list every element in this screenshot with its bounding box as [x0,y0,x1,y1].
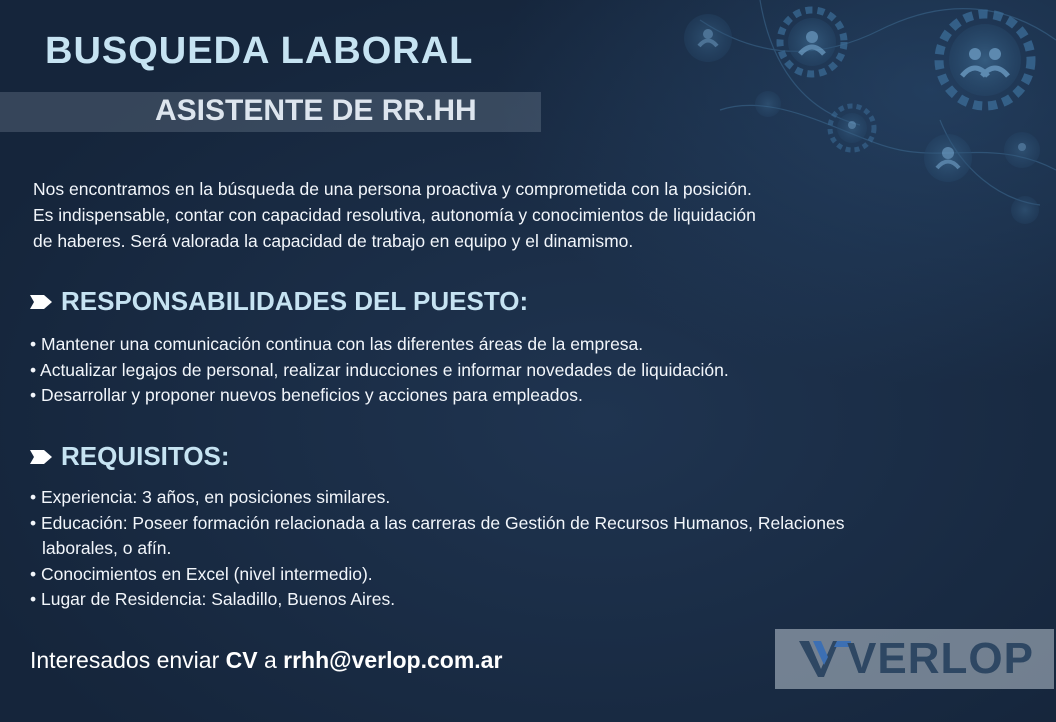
arrow-right-icon [30,295,52,309]
intro-paragraph [33,176,933,254]
gear-people-icon [1011,196,1039,224]
contact-line [30,647,502,674]
list-item: • Experiencia: 3 años, en posiciones similares. [30,487,391,507]
page-title: BUSQUEDA LABORAL [45,30,474,72]
list-item: • Desarrollar y proponer nuevos beneficios y acciones para empleados. [30,385,583,405]
requirements-list [30,485,922,613]
verlop-logo [775,629,1054,689]
gear-people-icon [1004,132,1040,168]
gear-people-icon [939,14,1031,106]
list-item: • Educación: Poseer formación relacionada a las carreras de Gestión de Recursos Humanos, Relaciones laborales, o afín. [30,512,845,558]
section-title: REQUISITOS: [61,441,230,471]
contact-cv: CV [225,647,258,673]
verlop-logo-mark-icon [797,639,853,679]
intro-line: Es indispensable, contar con capacidad resolutiva, autonomía y conocimientos de liquidación [33,205,756,225]
gear-people-icon [924,134,972,182]
list-item: • Mantener una comunicación continua con las diferentes áreas de la empresa. [30,334,644,354]
arrow-right-icon [30,450,52,464]
gear-people-icon [684,14,732,62]
gear-people-icon [780,10,844,74]
gear-people-icon [830,106,874,150]
list-item: • Lugar de Residencia: Saladillo, Buenos Aires. [30,589,396,609]
contact-email[interactable]: rrhh@verlop.com.ar [283,647,503,673]
responsibilities-list [30,332,729,409]
job-position-subtitle: ASISTENTE DE RR.HH [155,94,477,127]
logo-text: VERLOP [847,634,1034,683]
contact-prefix: Interesados enviar [30,647,226,673]
intro-line: de haberes. Será valorada la capacidad de trabajo en equipo y el dinamismo. [33,231,634,251]
intro-line: Nos encontramos en la búsqueda de una persona proactiva y comprometida con la posición. [33,179,752,199]
contact-middle: a [257,647,284,673]
responsibilities-heading [30,286,528,317]
section-title: RESPONSABILIDADES DEL PUESTO: [61,286,529,316]
list-item: • Conocimientos en Excel (nivel intermedio). [30,563,373,584]
requirements-heading [30,441,230,472]
gear-people-icon [755,91,781,117]
list-item: • Actualizar legajos de personal, realizar inducciones e informar novedades de liquidación. [30,359,729,380]
